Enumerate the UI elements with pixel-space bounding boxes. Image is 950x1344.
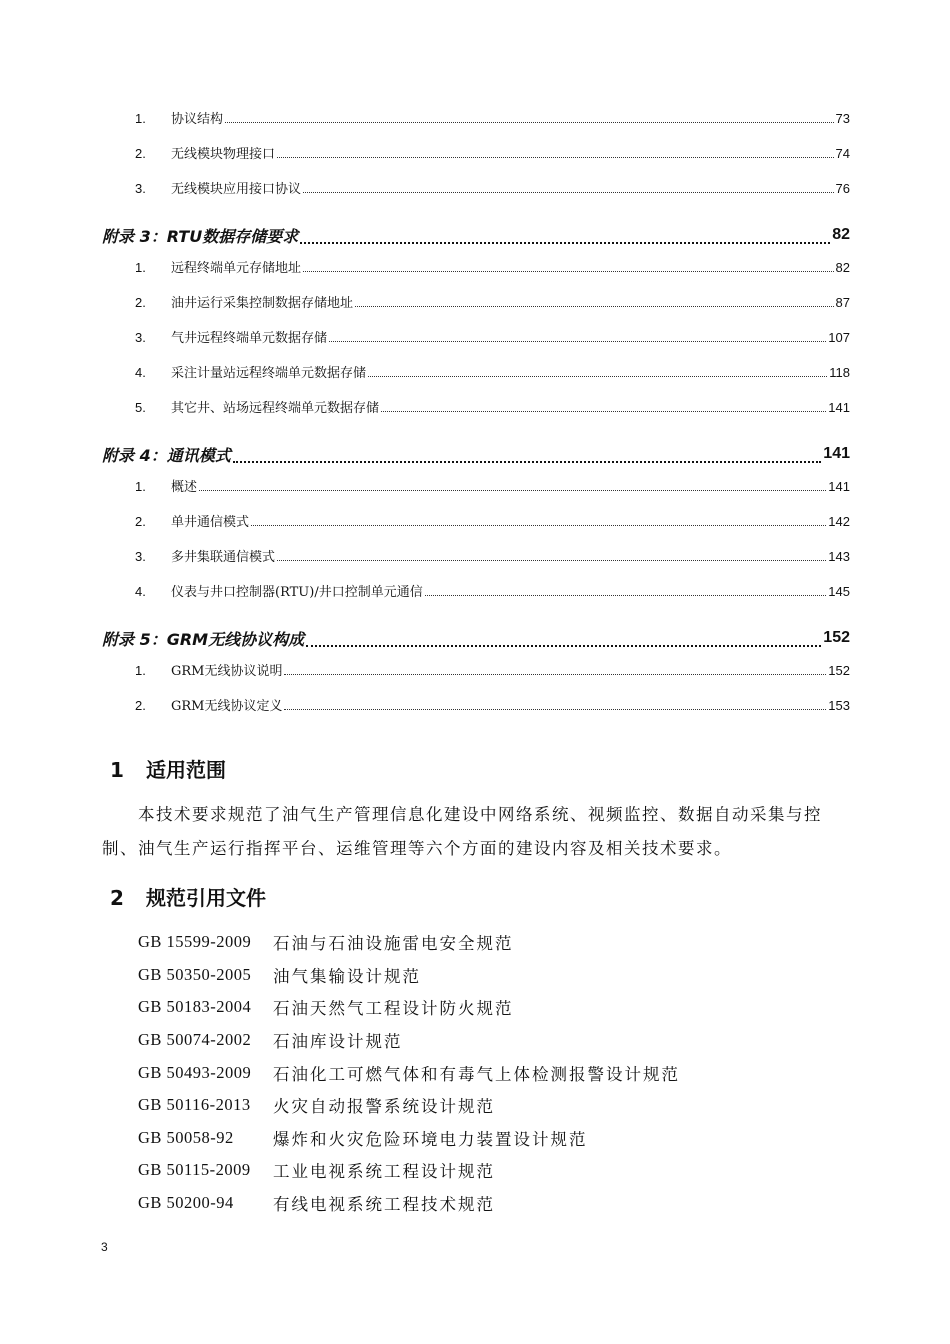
standard-code: GB 50115-2009 (138, 1160, 251, 1180)
section-2-title: 规范引用文件 (146, 886, 266, 910)
toc-entry-page: 82 (832, 226, 850, 243)
toc-entry[interactable] (102, 292, 850, 327)
toc-entry-label: 油井运行采集控制数据存储地址 (171, 296, 354, 311)
toc-entry-page: 76 (835, 181, 850, 196)
toc-entry-label: 附录 3：RTU数据存储要求 (102, 226, 299, 246)
toc-leader-dots (300, 242, 830, 244)
standard-code: GB 50058-92 (138, 1127, 234, 1147)
toc-entry-page: 152 (828, 663, 850, 678)
standard-title: 石油与石油设施雷电安全规范 (273, 934, 514, 954)
toc-entry-number: 2. (135, 514, 146, 529)
standard-code: GB 50183-2004 (138, 997, 252, 1017)
toc-leader-dots (284, 674, 826, 675)
toc-entry-page: 74 (835, 146, 850, 161)
toc-entry-label: GRM无线协议定义 (171, 699, 283, 714)
standard-code: GB 50200-94 (138, 1193, 234, 1213)
table-of-contents (102, 108, 850, 730)
toc-appendix-entry[interactable] (102, 432, 850, 476)
toc-entry[interactable] (102, 143, 850, 178)
standard-reference (138, 1089, 680, 1122)
toc-entry[interactable] (102, 108, 850, 143)
toc-entry[interactable] (102, 327, 850, 362)
section-1-body: 本技术要求规范了油气生产管理信息化建设中网络系统、视频监控、数据自动采集与控制、油气生产运行指挥平台、运维管理等六个方面的建设内容及相关技术要求。 (102, 805, 822, 858)
toc-entry-label: 多井集联通信模式 (171, 550, 276, 565)
toc-entry[interactable] (102, 476, 850, 511)
toc-entry-label: GRM无线协议说明 (171, 664, 283, 679)
toc-entry-page: 142 (828, 514, 850, 529)
toc-entry[interactable] (102, 178, 850, 213)
toc-entry[interactable] (102, 257, 850, 292)
standard-code: GB 50074-2002 (138, 1030, 252, 1050)
standard-reference (138, 991, 680, 1024)
toc-leader-dots (277, 157, 834, 158)
toc-entry-number: 1. (135, 111, 146, 126)
toc-leader-dots (355, 306, 834, 307)
toc-entry-label: 协议结构 (171, 112, 224, 127)
section-1-paragraph (102, 798, 850, 866)
standard-code: GB 50493-2009 (138, 1062, 252, 1082)
toc-entry-page: 141 (823, 445, 850, 462)
toc-entry-page: 118 (829, 365, 850, 380)
toc-entry-label: 远程终端单元存储地址 (171, 261, 302, 276)
standard-title: 石油库设计规范 (273, 1032, 403, 1052)
toc-entry-number: 1. (135, 260, 146, 275)
toc-leader-dots (303, 192, 834, 193)
toc-entry-page: 143 (828, 549, 850, 564)
toc-leader-dots (199, 490, 826, 491)
toc-entry-page: 141 (828, 479, 850, 494)
standard-title: 石油天然气工程设计防火规范 (273, 999, 514, 1019)
toc-entry-number: 3. (135, 330, 146, 345)
toc-entry-label: 附录 5：GRM无线协议构成 (102, 629, 305, 649)
standard-reference (138, 1122, 680, 1155)
toc-leader-dots (251, 525, 826, 526)
standard-title: 有线电视系统工程技术规范 (273, 1195, 495, 1215)
standard-reference (138, 926, 680, 959)
toc-leader-dots (303, 271, 834, 272)
toc-entry[interactable] (102, 511, 850, 546)
toc-appendix-entry[interactable] (102, 616, 850, 660)
toc-entry-page: 153 (828, 698, 850, 713)
toc-entry-label: 概述 (171, 480, 198, 495)
toc-entry-number: 4. (135, 365, 146, 380)
toc-entry-label: 仪表与井口控制器(RTU)/井口控制单元通信 (171, 585, 423, 600)
toc-entry-label: 采注计量站远程终端单元数据存储 (171, 366, 367, 381)
toc-appendix-entry[interactable] (102, 213, 850, 257)
toc-entry[interactable] (102, 695, 850, 730)
standard-code: GB 50350-2005 (138, 964, 252, 984)
standard-title: 工业电视系统工程设计规范 (273, 1162, 495, 1182)
toc-entry-label: 附录 4：通讯模式 (102, 445, 231, 465)
toc-leader-dots (225, 122, 834, 123)
toc-entry[interactable] (102, 581, 850, 616)
standard-reference (138, 1056, 680, 1089)
toc-entry-label: 无线模块物理接口 (171, 147, 276, 162)
toc-entry-number: 3. (135, 549, 146, 564)
toc-leader-dots (368, 376, 827, 377)
toc-entry-page: 107 (828, 330, 850, 345)
toc-leader-dots (284, 709, 826, 710)
toc-entry-page: 87 (835, 295, 850, 310)
toc-entry-page: 152 (823, 629, 850, 646)
page-number: 3 (101, 1240, 108, 1254)
toc-entry-number: 2. (135, 295, 146, 310)
toc-entry-number: 3. (135, 181, 146, 196)
standard-title: 石油化工可燃气体和有毒气上体检测报警设计规范 (273, 1064, 680, 1084)
section-2-number: 2 (110, 886, 124, 910)
toc-entry-label: 其它井、站场远程终端单元数据存储 (171, 401, 380, 416)
toc-entry-page: 141 (828, 400, 850, 415)
toc-entry-number: 4. (135, 584, 146, 599)
section-1-title: 适用范围 (146, 758, 226, 782)
toc-entry[interactable] (102, 546, 850, 581)
standard-reference (138, 1024, 680, 1057)
section-2-heading (110, 882, 266, 911)
toc-entry-label: 单井通信模式 (171, 515, 250, 530)
toc-leader-dots (233, 461, 822, 463)
toc-leader-dots (277, 560, 826, 561)
toc-leader-dots (306, 645, 821, 647)
toc-entry-number: 1. (135, 479, 146, 494)
toc-leader-dots (329, 341, 826, 342)
standard-reference (138, 1154, 680, 1187)
standard-reference (138, 1187, 680, 1220)
toc-entry-number: 2. (135, 146, 146, 161)
standard-title: 油气集输设计规范 (273, 966, 421, 986)
standard-title: 爆炸和火灾危险环境电力装置设计规范 (273, 1129, 588, 1149)
toc-entry-page: 73 (835, 111, 850, 126)
toc-entry-label: 无线模块应用接口协议 (171, 182, 302, 197)
standard-code: GB 50116-2013 (138, 1095, 251, 1115)
toc-entry-number: 2. (135, 698, 146, 713)
toc-entry[interactable] (102, 660, 850, 695)
toc-entry-page: 82 (835, 260, 850, 275)
toc-entry[interactable] (102, 397, 850, 432)
standard-title: 火灾自动报警系统设计规范 (273, 1097, 495, 1117)
toc-leader-dots (381, 411, 826, 412)
toc-entry-page: 145 (828, 584, 850, 599)
toc-leader-dots (425, 595, 827, 596)
toc-entry[interactable] (102, 362, 850, 397)
standard-reference (138, 959, 680, 992)
toc-entry-number: 5. (135, 400, 146, 415)
toc-entry-number: 1. (135, 663, 146, 678)
toc-entry-label: 气井远程终端单元数据存储 (171, 331, 328, 346)
standards-list (138, 926, 680, 1219)
standard-code: GB 15599-2009 (138, 932, 252, 952)
section-1-number: 1 (110, 758, 124, 782)
section-1-heading (110, 754, 226, 783)
